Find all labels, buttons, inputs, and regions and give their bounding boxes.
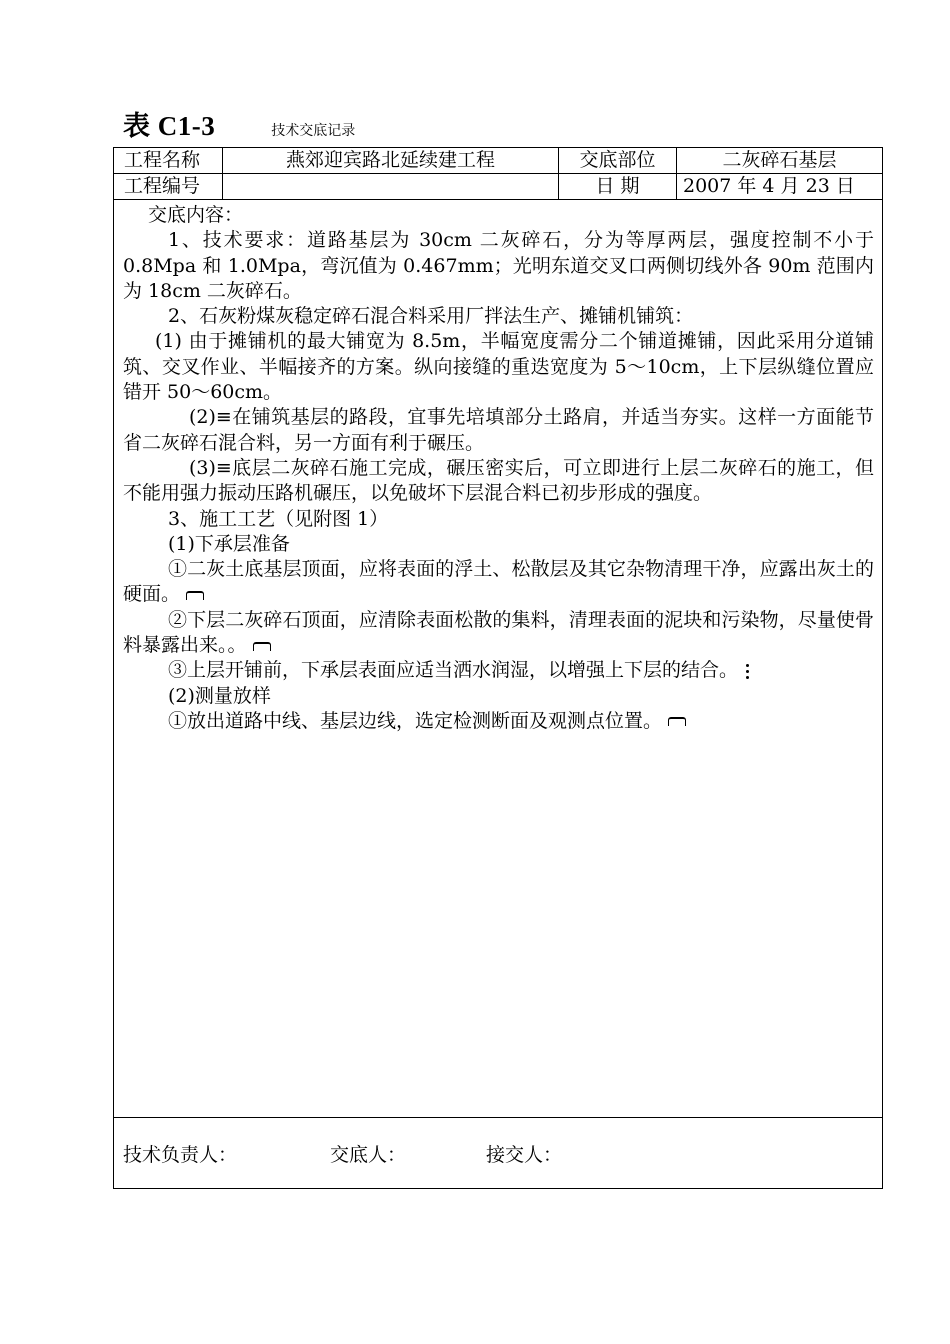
discloser-signature-label: 交底人： <box>330 1144 407 1166</box>
disclosure-content <box>123 203 874 734</box>
paragraph-step-3 <box>123 658 874 683</box>
form-header <box>123 104 355 140</box>
paragraph-step-1 <box>123 557 874 608</box>
signature-row <box>114 1117 882 1188</box>
date-value: 2007 年 4 月 23 日 <box>683 175 855 197</box>
vertical-dots-icon <box>746 661 750 682</box>
disclosure-record-table <box>113 147 883 1189</box>
project-no-label: 工程编号 <box>114 174 223 199</box>
survey-step-1-text: ①放出道路中线、基层边线，选定检测断面及观测点位置。 <box>168 709 663 732</box>
part-label: 交底部位 <box>559 148 677 173</box>
part-value: 二灰碎石基层 <box>722 149 837 171</box>
project-name-value: 燕郊迎宾路北延续建工程 <box>223 148 559 173</box>
content-heading: 交底内容： <box>148 204 244 226</box>
form-title: 技术交底记录 <box>271 123 356 139</box>
paragraph-item-3: (3)≡底层二灰碎石施工完成，碾压密实后，可立即进行上层二灰碎石的施工，但不能用强力振动压路机碾压，以免破坏下层混合料已初步形成的强度。 <box>123 456 874 505</box>
paragraph-survey-step-1 <box>123 709 874 734</box>
paragraph-tech-requirements: 1、技术要求：道路基层为 30cm 二灰碎石，分为等厚两层，强度控制不小于 0.8Mpa 和 1.0Mpa，弯沉值为 0.467mm；光明东道交叉口两侧切线外各 90m 范围内为 18cm 二灰碎石。 <box>123 229 874 302</box>
paragraph-item-2: (2)≡在铺筑基层的路段，宜事先培填部分土路肩，并适当夯实。这样一方面能节省二灰碎石混合料，另一方面有利于碾压。 <box>123 406 874 454</box>
edit-mark-icon <box>253 642 271 651</box>
edit-mark-icon <box>668 717 686 726</box>
step-1-text: ①二灰土底基层顶面，应将表面的浮土、松散层及其它杂物清理干净，应露出灰土的硬面。 <box>123 558 874 606</box>
form-code: 表 C1-3 <box>123 111 216 141</box>
paragraph-subbase-prep: (1)下承层准备 <box>168 532 290 555</box>
edit-mark-icon <box>186 591 204 600</box>
paragraph-mixing-method: 2、石灰粉煤灰稳定碎石混合料采用厂拌法生产、摊铺机铺筑： <box>168 305 694 328</box>
paragraph-step-2 <box>123 608 874 659</box>
table-row-number-date <box>114 174 882 200</box>
receiver-signature-label: 接交人： <box>486 1144 563 1166</box>
paragraph-item-1: (1) 由于摊铺机的最大铺宽为 8.5m，半幅宽度需分二个铺道摊铺，因此采用分道铺筑、交叉作业、半幅接齐的方案。纵向接缝的重迭宽度为 5～10cm，上下层纵缝位置应错开 50～60cm。 <box>123 330 874 404</box>
paragraph-survey: (2)测量放样 <box>168 684 271 707</box>
project-no-value <box>223 174 559 199</box>
step-2-text: ②下层二灰碎石顶面，应清除表面松散的集料，清理表面的泥块和污染物，尽量使骨料暴露出来。。 <box>123 608 874 657</box>
date-label: 日 期 <box>559 174 677 199</box>
tech-lead-signature-label: 技术负责人： <box>123 1144 238 1166</box>
table-row-project <box>114 148 882 174</box>
paragraph-process: 3、施工工艺（见附图 1） <box>168 507 389 530</box>
project-name-label: 工程名称 <box>114 148 223 173</box>
step-3-text: ③上层开铺前，下承层表面应适当洒水润湿，以增强上下层的结合。 <box>168 659 739 682</box>
